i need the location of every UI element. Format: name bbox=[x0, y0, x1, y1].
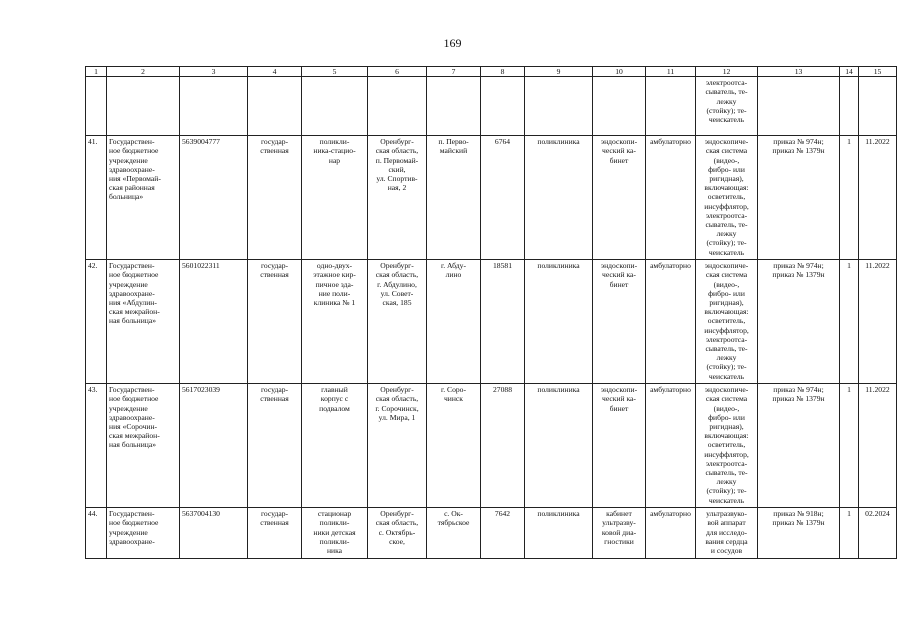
building-cell: поликли- ника-стацио- нар bbox=[302, 136, 368, 260]
date-cell: 11.2022 bbox=[859, 260, 897, 384]
building-cell: стационар поликли- ники детская поликли- ника bbox=[302, 508, 368, 559]
address-cell: Оренбург- ская область, п. Первомай- ский, ул. Спортив- ная, 2 bbox=[368, 136, 427, 260]
column-header: 1 bbox=[86, 67, 107, 77]
column-header: 8 bbox=[481, 67, 525, 77]
date-cell: 11.2022 bbox=[859, 136, 897, 260]
equipment-cell: эндоскопиче- ская система (видео-, фибро- или ригидная), включающая: осветитель, инсуффлятор, электроотса- сыватель, те- лежку (стойку); те- чеискатель bbox=[696, 384, 758, 508]
population-cell: 18581 bbox=[481, 260, 525, 384]
quantity-cell: 1 bbox=[840, 384, 859, 508]
orders-cell: приказ № 974н; приказ № 1379н bbox=[758, 384, 840, 508]
row-number: 44. bbox=[86, 508, 107, 559]
orders-cell: приказ № 974н; приказ № 1379н bbox=[758, 260, 840, 384]
quantity-cell: 1 bbox=[840, 260, 859, 384]
facility-cell: поликлиника bbox=[525, 384, 593, 508]
column-header: 9 bbox=[525, 67, 593, 77]
address-cell: Оренбург- ская область, с. Октябрь- ское, bbox=[368, 508, 427, 559]
care-cell: амбулаторно bbox=[646, 260, 696, 384]
ownership-cell: государ- ственная bbox=[248, 136, 302, 260]
inn-cell: 5601022311 bbox=[180, 260, 248, 384]
row-number: 42. bbox=[86, 260, 107, 384]
facility-cell: поликлиника bbox=[525, 136, 593, 260]
care-cell: амбулаторно bbox=[646, 136, 696, 260]
organization-cell: Государствен- ное бюджетное учреждение здравоохране- ния «Первомай- ская районная больница» bbox=[107, 136, 180, 260]
organization-cell: Государствен- ное бюджетное учреждение здравоохране- ния «Абдулин- ская межрайон- ная больница» bbox=[107, 260, 180, 384]
column-header: 4 bbox=[248, 67, 302, 77]
care-cell: амбулаторно bbox=[646, 508, 696, 559]
table-row bbox=[86, 384, 897, 508]
orders-cell: приказ № 974н; приказ № 1379н bbox=[758, 136, 840, 260]
row-number: 43. bbox=[86, 384, 107, 508]
date-cell: 11.2022 bbox=[859, 384, 897, 508]
locality-cell: г. Абду- лино bbox=[427, 260, 481, 384]
equipment-cell: эндоскопиче- ская система (видео-, фибро- или ригидная), включающая: осветитель, инсуффлятор, электроотса- сыватель, те- лежку (стойку); те- чеискатель bbox=[696, 136, 758, 260]
care-cell: амбулаторно bbox=[646, 384, 696, 508]
population-cell: 6764 bbox=[481, 136, 525, 260]
quantity-cell: 1 bbox=[840, 508, 859, 559]
locality-cell: г. Сoро- чинск bbox=[427, 384, 481, 508]
facility-cell: поликлиника bbox=[525, 260, 593, 384]
building-cell: одно-двух- этажное кир- пичное зда- ние поли- клиника № 1 bbox=[302, 260, 368, 384]
equipment-cell: электроотса- сыватель, те- лежку (стойку); те- чеискатель bbox=[696, 77, 758, 136]
room-cell: эндоскопи- ческий ка- бинет bbox=[593, 136, 646, 260]
row-number: 41. bbox=[86, 136, 107, 260]
column-header: 13 bbox=[758, 67, 840, 77]
facility-cell: поликлиника bbox=[525, 508, 593, 559]
address-cell: Оренбург- ская область, г. Абдулино, ул. Совет- ская, 185 bbox=[368, 260, 427, 384]
inn-cell: 5637004130 bbox=[180, 508, 248, 559]
continuation-row bbox=[86, 77, 897, 136]
population-cell: 7642 bbox=[481, 508, 525, 559]
orders-cell: приказ № 918н; приказ № 1379н bbox=[758, 508, 840, 559]
column-header: 7 bbox=[427, 67, 481, 77]
address-cell: Оренбург- ская область, г. Сорочинск, ул. Мира, 1 bbox=[368, 384, 427, 508]
column-header: 2 bbox=[107, 67, 180, 77]
column-header: 11 bbox=[646, 67, 696, 77]
equipment-cell: ультразвуко- вой аппарат для исследо- вания сердца и сосудов bbox=[696, 508, 758, 559]
organization-cell: Государствен- ное бюджетное учреждение здравоохране- bbox=[107, 508, 180, 559]
column-header: 10 bbox=[593, 67, 646, 77]
room-cell: кабинет ультразву- ковой диа- гностики bbox=[593, 508, 646, 559]
organization-cell: Государствен- ное бюджетное учреждение здравоохране- ния «Сорочин- ская межрайон- ная больница» bbox=[107, 384, 180, 508]
date-cell: 02.2024 bbox=[859, 508, 897, 559]
locality-cell: п. Перво- майский bbox=[427, 136, 481, 260]
column-header: 3 bbox=[180, 67, 248, 77]
inn-cell: 5639004777 bbox=[180, 136, 248, 260]
table-row bbox=[86, 136, 897, 260]
table-row bbox=[86, 508, 897, 559]
table-row bbox=[86, 260, 897, 384]
column-header: 5 bbox=[302, 67, 368, 77]
ownership-cell: государ- ственная bbox=[248, 260, 302, 384]
locality-cell: с. Ок- тябрьское bbox=[427, 508, 481, 559]
quantity-cell: 1 bbox=[840, 136, 859, 260]
ownership-cell: государ- ственная bbox=[248, 384, 302, 508]
population-cell: 27088 bbox=[481, 384, 525, 508]
column-header: 15 bbox=[859, 67, 897, 77]
building-cell: главный корпус с подвалом bbox=[302, 384, 368, 508]
page-number: 169 bbox=[443, 36, 462, 50]
column-header: 6 bbox=[368, 67, 427, 77]
inn-cell: 5617023039 bbox=[180, 384, 248, 508]
registry-table bbox=[85, 66, 897, 559]
room-cell: эндоскопи- ческий ка- бинет bbox=[593, 260, 646, 384]
table-header bbox=[86, 67, 897, 77]
equipment-cell: эндоскопиче- ская система (видео-, фибро- или ригидная), включающая: осветитель, инсуффлятор, электроотса- сыватель, те- лежку (стойку); те- чеискатель bbox=[696, 260, 758, 384]
column-header: 12 bbox=[696, 67, 758, 77]
ownership-cell: государ- ственная bbox=[248, 508, 302, 559]
room-cell: эндоскопи- ческий ка- бинет bbox=[593, 384, 646, 508]
column-header: 14 bbox=[840, 67, 859, 77]
